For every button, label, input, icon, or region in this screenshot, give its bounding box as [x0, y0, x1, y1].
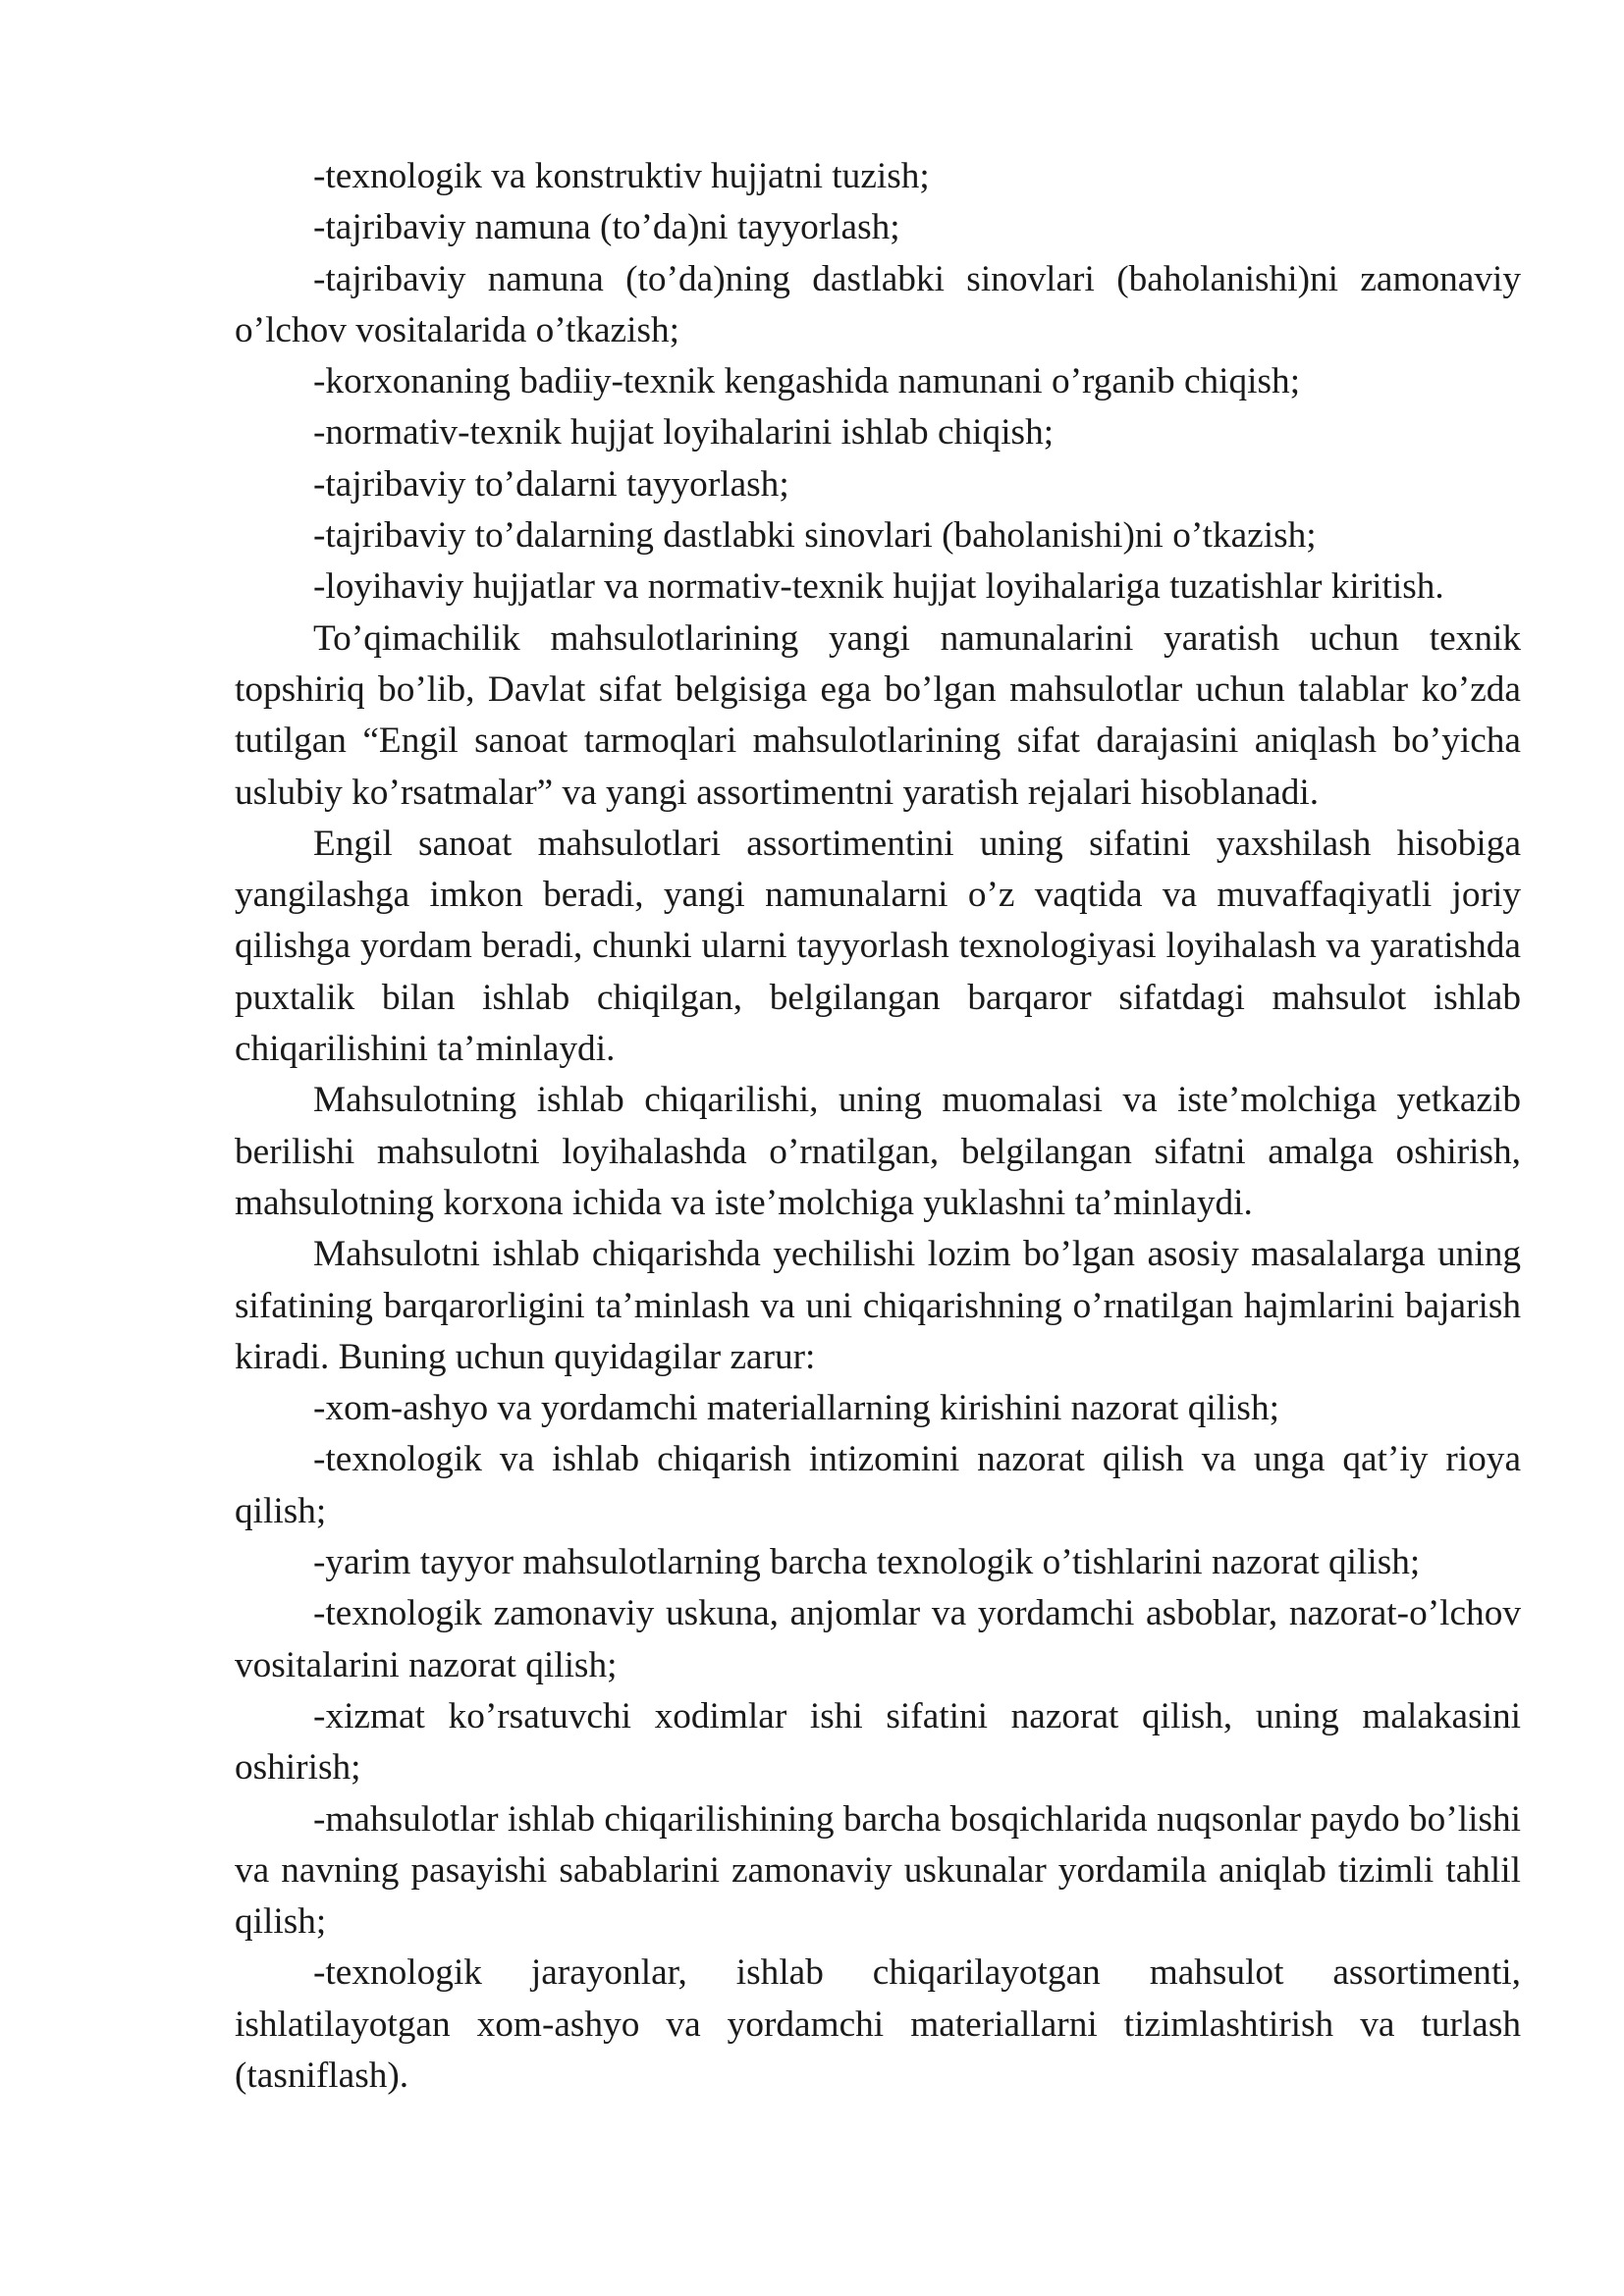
paragraph-body: To’qimachilik mahsulotlarining yangi namunalarini yaratish uchun texnik topshiriq bo’lib, Davlat sifat belgisiga ega bo’lgan mahsulotlar uchun talablar ko’zda tutilgan “Engil sanoat tarmoqlari mahsulotlarining sifat darajasini aniqlash bo’yicha uslubiy ko’rsatmalar” va yangi assortimentni yaratish rejalari hisoblanadi.: [235, 617, 1521, 813]
paragraph-list-item: -xizmat ko’rsatuvchi xodimlar ishi sifatini nazorat qilish, uning malakasini oshirish;: [235, 1695, 1521, 1789]
document-page: [235, 151, 1521, 2102]
paragraph-list-item: -texnologik va ishlab chiqarish intizomini nazorat qilish va unga qat’iy rioya qilish;: [235, 1439, 1521, 1531]
paragraph-list-item: -tajribaviy namuna (to’da)ni tayyorlash;: [313, 207, 900, 248]
paragraph-list-item: -korxonaning badiiy-texnik kengashida namunani o’rganib chiqish;: [313, 361, 1301, 402]
paragraph-list-item: -tajribaviy to’dalarni tayyorlash;: [313, 463, 789, 505]
paragraph-list-item: -loyihaviy hujjatlar va normativ-texnik hujjat loyihalariga tuzatishlar kiritish.: [313, 566, 1444, 608]
paragraph-list-item: -tajribaviy to’dalarning dastlabki sinovlari (baholanishi)ni o’tkazish;: [313, 515, 1317, 557]
paragraph-body: Mahsulotni ishlab chiqarishda yechilishi lozim bo’lgan asosiy masalalarga uning sifatining barqarorligini ta’minlash va uni chiqarishning o’rnatilgan hajmlarini bajarish kiradi. Buning uchun quyidagilar zarur:: [235, 1234, 1521, 1377]
paragraph-body: Mahsulotning ishlab chiqarilishi, uning muomalasi va iste’molchiga yetkazib berilishi mahsulotni loyihalashda o’rnatilgan, belgilangan sifatni amalga oshirish, mahsulotning korxona ichida va iste’molchiga yuklashni ta’minlaydi.: [235, 1080, 1521, 1223]
paragraph-list-item: -texnologik va konstruktiv hujjatni tuzish;: [313, 156, 930, 196]
paragraph-list-item: -normativ-texnik hujjat loyihalarini ishlab chiqish;: [313, 412, 1055, 454]
paragraph-list-item: -yarim tayyor mahsulotlarning barcha texnologik o’tishlarini nazorat qilish;: [313, 1542, 1421, 1583]
paragraph-list-item: -texnologik zamonaviy uskuna, anjomlar va yordamchi asboblar, nazorat-o’lchov vositalarini nazorat qilish;: [235, 1593, 1521, 1685]
paragraph-list-item: -texnologik jarayonlar, ishlab chiqarilayotgan mahsulot assortimenti, ishlatilayotgan xom-ashyo va yordamchi materiallarni tizimlashtirish va turlash (tasniflash).: [235, 1952, 1521, 2096]
paragraph-list-item: -xom-ashyo va yordamchi materiallarning kirishini nazorat qilish;: [313, 1388, 1279, 1429]
paragraph-list-item: -mahsulotlar ishlab chiqarilishining barcha bosqichlarida nuqsonlar paydo bo’lishi va navning pasayishi sabablarini zamonaviy uskunalar yordamila aniqlab tizimli tahlil qilish;: [235, 1798, 1521, 1943]
paragraph-list-item: -tajribaviy namuna (to’da)ning dastlabki sinovlari (baholanishi)ni zamonaviy o’lchov vositalarida o’tkazish;: [235, 258, 1521, 350]
paragraph-body: Engil sanoat mahsulotlari assortimentini uning sifatini yaxshilash hisobiga yangilashga imkon beradi, yangi namunalarni o’z vaqtida va muvaffaqiyatli joriy qilishga yordam beradi, chunki ularni tayyorlash texnologiyasi loyihalash va yaratishda puxtalik bilan ishlab chiqilgan, belgilangan barqaror sifatdagi mahsulot ishlab chiqarilishini ta’minlaydi.: [235, 823, 1521, 1070]
